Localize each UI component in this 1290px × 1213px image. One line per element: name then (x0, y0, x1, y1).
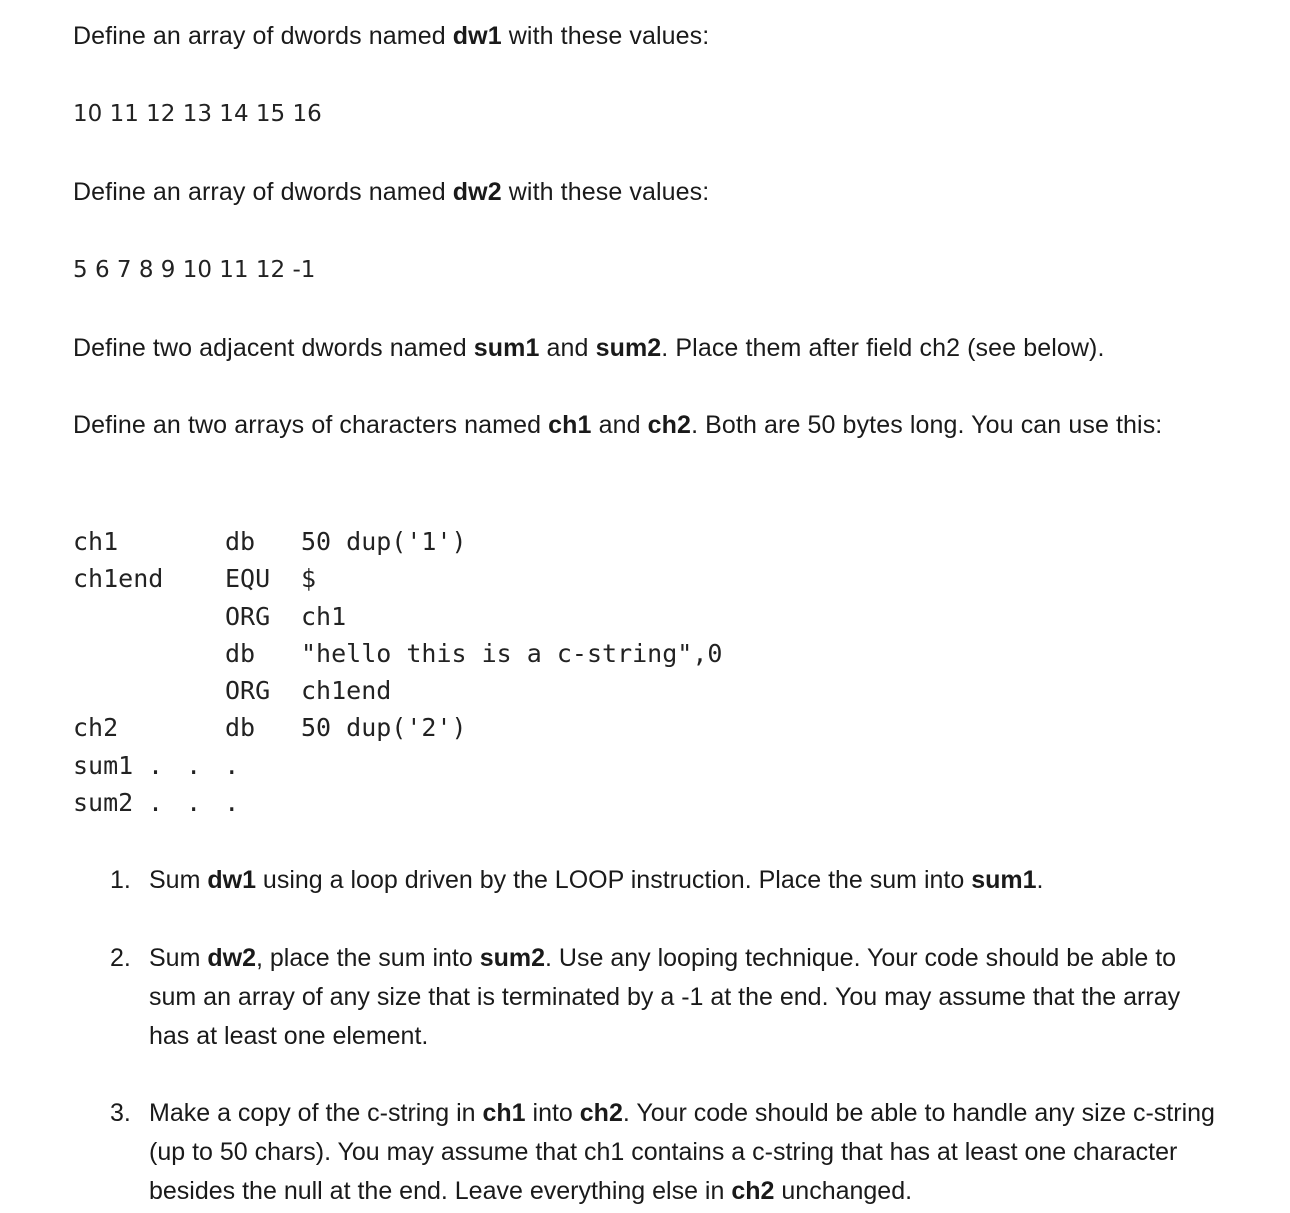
bold-term: sum2 (479, 944, 546, 972)
text: using a loop driven by the LOOP instruction. Place the sum into (255, 866, 972, 894)
code-arg: "hello this is a c-string",0 (301, 638, 723, 668)
ch2-name: ch2 (647, 411, 692, 439)
dw1-values: 10 11 12 13 14 15 16 (73, 101, 322, 127)
task-text (149, 861, 1230, 900)
dw2-values: 5 6 7 8 9 10 11 12 -1 (73, 257, 316, 283)
text: and (591, 411, 648, 439)
code-arg: $ (301, 564, 317, 594)
ch-instruction (73, 406, 1203, 445)
bold-term: sum1 (971, 866, 1037, 894)
text: with these values: (501, 22, 710, 50)
code-label: sum2 (73, 788, 134, 818)
bold-term: dw1 (207, 866, 256, 894)
code-arg: 50 dup('2') (301, 713, 467, 743)
task-text (149, 1094, 1219, 1211)
text: Define an array of dwords named (73, 22, 453, 50)
text: Sum (149, 866, 208, 894)
text: Define an array of dwords named (73, 178, 453, 206)
code-ellipsis: . . . (148, 788, 244, 818)
text: Make a copy of the c-string in (149, 1099, 483, 1127)
code-label: ch2 (73, 713, 119, 743)
dw1-name: dw1 (452, 22, 502, 50)
text: unchanged. (774, 1177, 913, 1205)
code-label: ch1end (73, 564, 164, 594)
text: and (539, 334, 596, 362)
task-number: 1. (110, 866, 131, 894)
code-label: ch1 (73, 527, 119, 556)
text: Sum (149, 944, 208, 972)
dw2-name: dw2 (452, 178, 502, 206)
task-item (110, 939, 1230, 1056)
task-item (110, 1094, 1230, 1211)
task-item (110, 861, 1230, 900)
text: with these values: (501, 178, 710, 206)
code-op: db (225, 638, 256, 668)
code-ellipsis: . . . (148, 750, 244, 780)
text: . Both are 50 bytes long. You can use this: (691, 411, 1163, 439)
code-op: db (225, 713, 256, 743)
text: Define an two arrays of characters named (73, 411, 549, 439)
code-arg: ch1 (301, 601, 347, 631)
task-number: 2. (110, 944, 131, 972)
code-op: ORG (225, 601, 271, 631)
sum-instruction (73, 329, 1105, 368)
ch1-name: ch1 (548, 411, 592, 439)
bold-term: ch2 (731, 1177, 775, 1205)
dw1-instruction (73, 17, 709, 56)
text: . Use any looping technique. Your code should be able to sum an array of any size that is terminated by a -1 at the end. You may assume that the array has at least one element. (149, 944, 1181, 1050)
code-arg: ch1end (301, 676, 392, 706)
sum2-name: sum2 (595, 334, 662, 362)
task-text (149, 939, 1209, 1056)
code-op: EQU (225, 564, 271, 594)
bold-term: ch1 (482, 1099, 526, 1127)
dw2-instruction (73, 173, 709, 212)
text: Define two adjacent dwords named (73, 334, 474, 362)
code-op: db (225, 527, 256, 556)
text: . (1036, 866, 1044, 894)
text: , place the sum into (255, 944, 480, 972)
text: . Your code should be able to handle any size c-string (up to 50 chars). You may assume that ch1 contains a c-string that has at least one character besides the null at the end. Leave everything else in (149, 1099, 1215, 1205)
text: . Place them after field ch2 (see below). (661, 334, 1105, 362)
code-label: sum1 (73, 750, 134, 780)
bold-term: dw2 (207, 944, 256, 972)
task-number: 3. (110, 1099, 131, 1127)
text: into (525, 1099, 580, 1127)
bold-term: ch2 (579, 1099, 623, 1127)
code-arg: 50 dup('1') (301, 527, 467, 556)
sum1-name: sum1 (473, 334, 540, 362)
code-op: ORG (225, 676, 271, 706)
